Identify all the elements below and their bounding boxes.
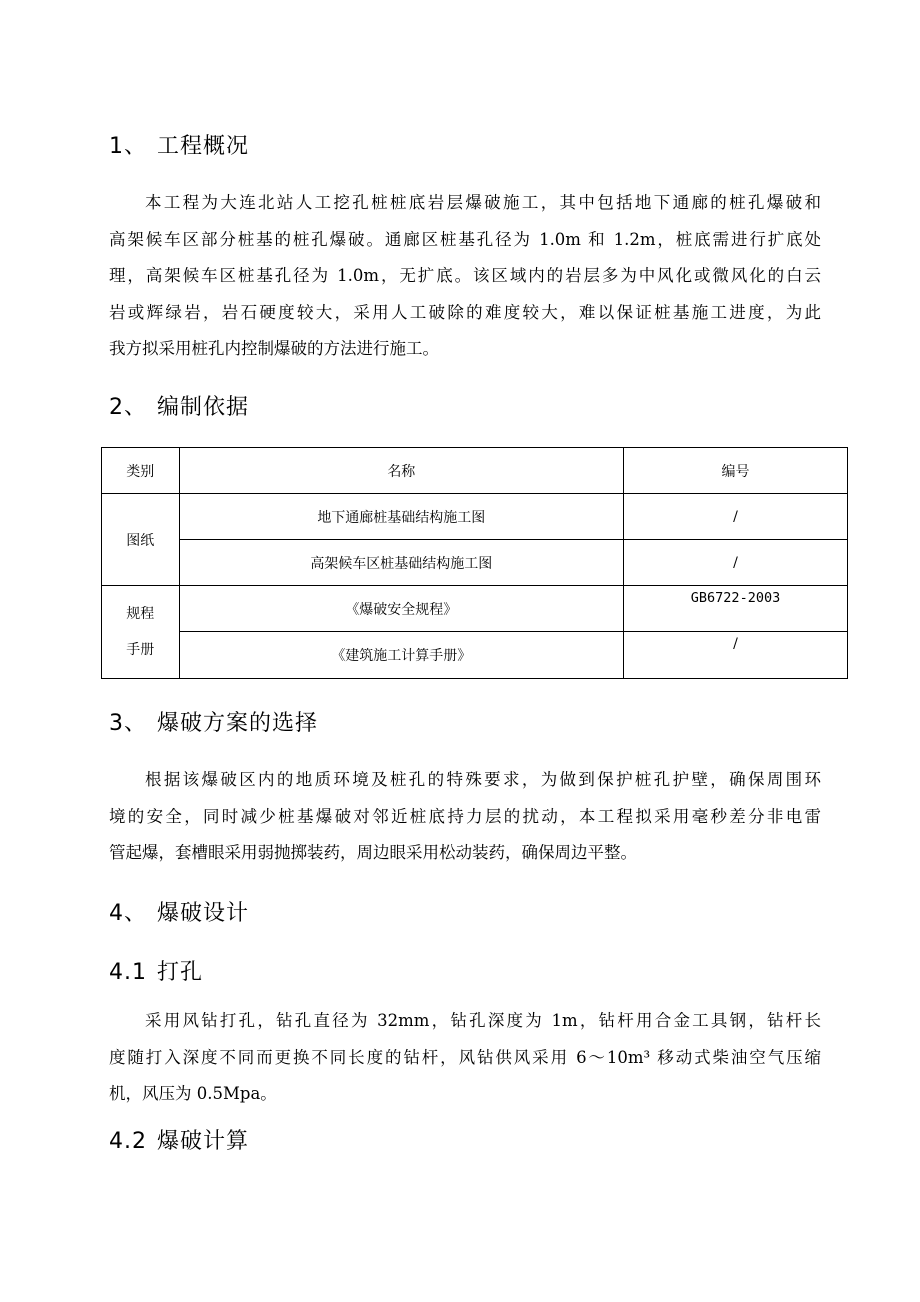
paragraph-scheme-selection [109,762,821,872]
section-number: 3、 [109,711,147,736]
section-title: 爆破设计 [157,901,250,926]
section-title: 编制依据 [157,395,250,420]
section-title: 工程概况 [157,134,250,159]
table-row [102,586,848,632]
paragraph-line: 我方拟采用桩孔内控制爆破的方法进行施工。 [109,339,439,358]
table-cell-name: 地下通廊桩基础结构施工图 [179,494,623,540]
section-number: 4.2 [109,1129,147,1154]
paragraph-line: 采用风钻打孔，钻孔直径为 32mm，钻孔深度为 1m，钻杆用合金工具钢，钻杆长 [145,1011,821,1030]
paragraph-line: 岩或辉绿岩，岩石硬度较大，采用人工破除的难度较大，难以保证桩基施工进度，为此 [109,302,821,322]
table-row [102,540,848,586]
table-cell-code: GB6722-2003 [624,586,848,632]
section-number: 1、 [109,134,147,159]
paragraph-line: 根据该爆破区内的地质环境及桩孔的特殊要求，为做到保护桩孔护壁，确保周围环 [145,770,821,789]
category-drawings: 图纸 [102,494,180,586]
header-name: 名称 [179,448,623,494]
category-regulations [102,586,180,679]
header-code: 编号 [624,448,848,494]
paragraph-line: 本工程为大连北站人工挖孔桩桩底岩层爆破施工，其中包括地下通廊的桩孔爆破和 [145,193,821,212]
table-cell-name: 高架候车区桩基础结构施工图 [179,540,623,586]
paragraph-line: 高架候车区部分桩基的桩孔爆破。通廊区桩基孔径为 1.0m 和 1.2m，桩底需进行扩底处 [109,229,821,249]
table-header-row [102,448,848,494]
subsection-heading-4-1 [109,958,203,988]
table-cell-code: / [624,632,848,679]
paragraph-line: 管起爆，套槽眼采用弱抛掷装药，周边眼采用松动装药，确保周边平整。 [109,843,637,862]
paragraph-line: 境的安全，同时减少桩基爆破对邻近桩底持力层的扰动，本工程拟采用毫秒差分非电雷 [109,806,821,826]
table-cell-name: 《爆破安全规程》 [179,586,623,632]
section-heading-3 [109,709,318,739]
paragraph-project-overview [109,185,821,368]
category-line: 规程 [126,606,155,622]
paragraph-line: 度随打入深度不同而更换不同长度的钻杆，风钻供风采用 6～10m³ 移动式柴油空气压缩 [109,1047,821,1067]
section-heading-1 [109,132,249,162]
section-number: 4、 [109,901,147,926]
category-line: 手册 [126,642,155,658]
paragraph-line: 理，高架候车区桩基孔径为 1.0m，无扩底。该区域内的岩层多为中风化或微风化的白云 [109,266,821,285]
section-heading-2 [109,393,249,423]
subsection-heading-4-2 [109,1127,249,1157]
header-category: 类别 [102,448,180,494]
section-title: 爆破计算 [157,1129,250,1154]
table-cell-code: / [624,494,848,540]
table-cell-code: / [624,540,848,586]
section-heading-4 [109,899,249,929]
table-cell-name: 《建筑施工计算手册》 [179,632,623,679]
basis-table [101,447,848,679]
table-row [102,632,848,679]
section-title: 打孔 [157,960,204,985]
paragraph-line: 机，风压为 0.5Mpa。 [109,1084,277,1103]
table-row [102,494,848,540]
section-number: 4.1 [109,960,147,985]
section-title: 爆破方案的选择 [157,711,319,736]
paragraph-drilling [109,1003,821,1113]
section-number: 2、 [109,395,147,420]
